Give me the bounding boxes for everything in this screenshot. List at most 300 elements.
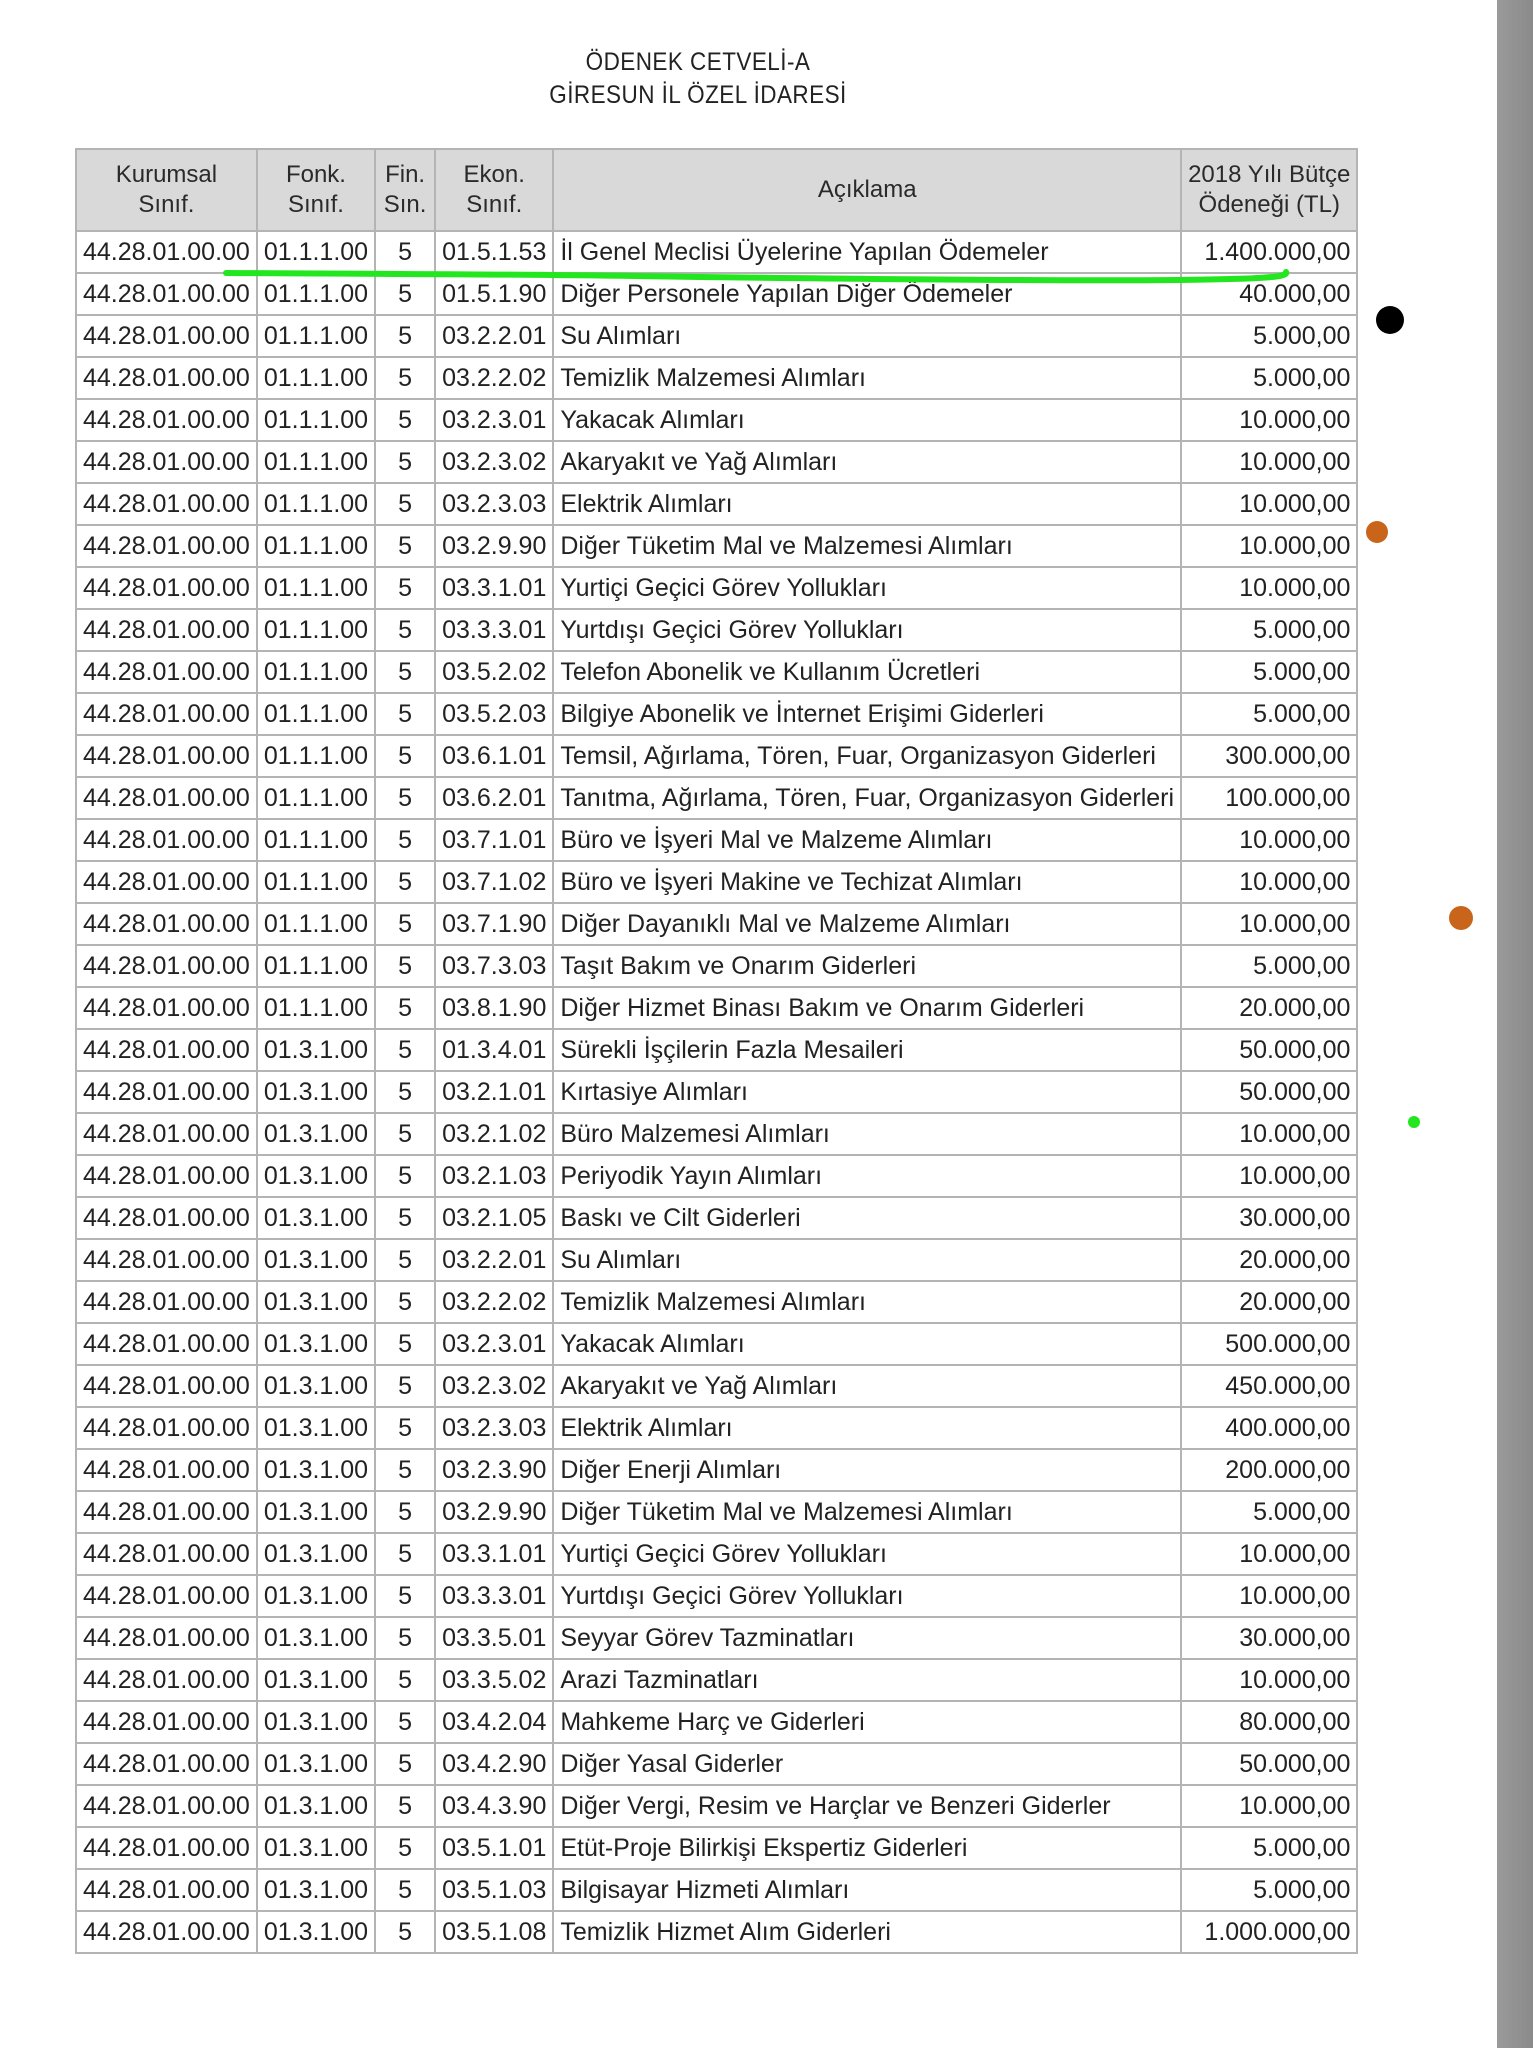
kurumsal-cell: 44.28.01.00.00: [76, 231, 257, 273]
amount-cell: 10.000,00: [1181, 525, 1357, 567]
amount-cell: 10.000,00: [1181, 1113, 1357, 1155]
table-row: [76, 777, 1357, 819]
aciklama-cell: Diğer Personele Yapılan Diğer Ödemeler: [553, 273, 1181, 315]
ekon-cell: 03.8.1.90: [435, 987, 553, 1029]
amount-cell: 20.000,00: [1181, 987, 1357, 1029]
aciklama-cell: Yakacak Alımları: [553, 1323, 1181, 1365]
kurumsal-cell: 44.28.01.00.00: [76, 1911, 257, 1953]
kurumsal-cell: 44.28.01.00.00: [76, 651, 257, 693]
kurumsal-cell: 44.28.01.00.00: [76, 1785, 257, 1827]
amount-cell: 5.000,00: [1181, 315, 1357, 357]
kurumsal-cell: 44.28.01.00.00: [76, 1869, 257, 1911]
kurumsal-cell: 44.28.01.00.00: [76, 1281, 257, 1323]
fin-cell: 5: [375, 987, 435, 1029]
fin-cell: 5: [375, 1029, 435, 1071]
aciklama-cell: Bilgiye Abonelik ve İnternet Erişimi Giderleri: [553, 693, 1181, 735]
ekon-cell: 03.2.2.02: [435, 357, 553, 399]
ekon-cell: 03.3.1.01: [435, 1533, 553, 1575]
fin-cell: 5: [375, 1617, 435, 1659]
aciklama-cell: İl Genel Meclisi Üyelerine Yapılan Ödemeler: [553, 231, 1181, 273]
fin-cell: 5: [375, 1071, 435, 1113]
kurumsal-cell: 44.28.01.00.00: [76, 1533, 257, 1575]
aciklama-cell: Su Alımları: [553, 315, 1181, 357]
fonk-cell: 01.1.1.00: [257, 861, 375, 903]
amount-cell: 10.000,00: [1181, 399, 1357, 441]
orange-dot-mark-2: [1449, 906, 1473, 930]
fonk-cell: 01.1.1.00: [257, 777, 375, 819]
ekon-cell: 01.5.1.90: [435, 273, 553, 315]
green-dot-mark: [1408, 1116, 1420, 1128]
table-row: [76, 441, 1357, 483]
ekon-cell: 03.3.5.01: [435, 1617, 553, 1659]
fin-cell: 5: [375, 1449, 435, 1491]
kurumsal-cell: 44.28.01.00.00: [76, 399, 257, 441]
fonk-cell: 01.3.1.00: [257, 1827, 375, 1869]
table-row: [76, 1281, 1357, 1323]
aciklama-cell: Yurtiçi Geçici Görev Yollukları: [553, 567, 1181, 609]
table-row: [76, 693, 1357, 735]
amount-cell: 5.000,00: [1181, 1869, 1357, 1911]
fonk-cell: 01.3.1.00: [257, 1407, 375, 1449]
amount-cell: 40.000,00: [1181, 273, 1357, 315]
amount-cell: 300.000,00: [1181, 735, 1357, 777]
ekon-cell: 03.2.9.90: [435, 525, 553, 567]
aciklama-cell: Büro ve İşyeri Mal ve Malzeme Alımları: [553, 819, 1181, 861]
fin-cell: 5: [375, 1155, 435, 1197]
aciklama-cell: Tanıtma, Ağırlama, Tören, Fuar, Organizasyon Giderleri: [553, 777, 1181, 819]
fonk-cell: 01.3.1.00: [257, 1155, 375, 1197]
table-row: [76, 231, 1357, 273]
fonk-cell: 01.3.1.00: [257, 1449, 375, 1491]
fin-cell: 5: [375, 1239, 435, 1281]
aciklama-cell: Mahkeme Harç ve Giderleri: [553, 1701, 1181, 1743]
fin-cell: 5: [375, 1575, 435, 1617]
fin-cell: 5: [375, 1659, 435, 1701]
kurumsal-cell: 44.28.01.00.00: [76, 1323, 257, 1365]
table-row: [76, 1785, 1357, 1827]
aciklama-cell: Temizlik Malzemesi Alımları: [553, 1281, 1181, 1323]
kurumsal-cell: 44.28.01.00.00: [76, 861, 257, 903]
fin-cell: 5: [375, 1827, 435, 1869]
table-row: [76, 1743, 1357, 1785]
table-row: [76, 1197, 1357, 1239]
aciklama-cell: Diğer Tüketim Mal ve Malzemesi Alımları: [553, 525, 1181, 567]
ekon-cell: 03.2.3.02: [435, 441, 553, 483]
aciklama-cell: Arazi Tazminatları: [553, 1659, 1181, 1701]
table-row: [76, 987, 1357, 1029]
fin-cell: 5: [375, 399, 435, 441]
table-row: [76, 1659, 1357, 1701]
ekon-cell: 03.2.3.01: [435, 1323, 553, 1365]
table-row: [76, 315, 1357, 357]
fonk-cell: 01.1.1.00: [257, 399, 375, 441]
fin-cell: 5: [375, 861, 435, 903]
amount-cell: 10.000,00: [1181, 903, 1357, 945]
fonk-cell: 01.3.1.00: [257, 1029, 375, 1071]
kurumsal-cell: 44.28.01.00.00: [76, 315, 257, 357]
fonk-cell: 01.1.1.00: [257, 735, 375, 777]
table-row: [76, 357, 1357, 399]
amount-cell: 10.000,00: [1181, 483, 1357, 525]
kurumsal-cell: 44.28.01.00.00: [76, 1701, 257, 1743]
aciklama-cell: Akaryakıt ve Yağ Alımları: [553, 441, 1181, 483]
ekon-cell: 03.4.3.90: [435, 1785, 553, 1827]
kurumsal-cell: 44.28.01.00.00: [76, 903, 257, 945]
fin-cell: 5: [375, 1323, 435, 1365]
fin-cell: 5: [375, 1533, 435, 1575]
fonk-cell: 01.3.1.00: [257, 1491, 375, 1533]
ekon-cell: 03.2.2.01: [435, 315, 553, 357]
fin-cell: 5: [375, 1869, 435, 1911]
ekon-cell: 03.5.1.08: [435, 1911, 553, 1953]
document-title: [70, 46, 1326, 112]
fin-cell: 5: [375, 1491, 435, 1533]
fin-cell: 5: [375, 315, 435, 357]
table-row: [76, 399, 1357, 441]
kurumsal-cell: 44.28.01.00.00: [76, 1743, 257, 1785]
table-row: [76, 483, 1357, 525]
fonk-cell: 01.1.1.00: [257, 693, 375, 735]
fin-cell: 5: [375, 441, 435, 483]
fin-cell: 5: [375, 525, 435, 567]
aciklama-cell: Diğer Vergi, Resim ve Harçlar ve Benzeri Giderler: [553, 1785, 1181, 1827]
kurumsal-cell: 44.28.01.00.00: [76, 1575, 257, 1617]
aciklama-cell: Yurtiçi Geçici Görev Yollukları: [553, 1533, 1181, 1575]
aciklama-cell: Diğer Tüketim Mal ve Malzemesi Alımları: [553, 1491, 1181, 1533]
table-row: [76, 1239, 1357, 1281]
kurumsal-cell: 44.28.01.00.00: [76, 483, 257, 525]
ekon-cell: 03.2.2.01: [435, 1239, 553, 1281]
table-header-row: [76, 149, 1357, 231]
kurumsal-cell: 44.28.01.00.00: [76, 1239, 257, 1281]
fonk-cell: 01.1.1.00: [257, 357, 375, 399]
aciklama-cell: Elektrik Alımları: [553, 483, 1181, 525]
table-row: [76, 1827, 1357, 1869]
amount-cell: 200.000,00: [1181, 1449, 1357, 1491]
kurumsal-cell: 44.28.01.00.00: [76, 1029, 257, 1071]
kurumsal-cell: 44.28.01.00.00: [76, 987, 257, 1029]
title-line-2: GİRESUN İL ÖZEL İDARESİ: [549, 81, 847, 109]
fonk-cell: 01.3.1.00: [257, 1071, 375, 1113]
ekon-cell: 03.6.1.01: [435, 735, 553, 777]
ekon-cell: 03.5.2.03: [435, 693, 553, 735]
aciklama-cell: Telefon Abonelik ve Kullanım Ücretleri: [553, 651, 1181, 693]
table-row: [76, 1869, 1357, 1911]
fonk-cell: 01.3.1.00: [257, 1281, 375, 1323]
table-row: [76, 1071, 1357, 1113]
amount-cell: 5.000,00: [1181, 609, 1357, 651]
amount-cell: 5.000,00: [1181, 1827, 1357, 1869]
fin-cell: 5: [375, 231, 435, 273]
kurumsal-cell: 44.28.01.00.00: [76, 1071, 257, 1113]
amount-cell: 30.000,00: [1181, 1617, 1357, 1659]
ekon-cell: 03.6.2.01: [435, 777, 553, 819]
aciklama-cell: Diğer Enerji Alımları: [553, 1449, 1181, 1491]
amount-cell: 10.000,00: [1181, 1575, 1357, 1617]
table-row: [76, 1407, 1357, 1449]
fonk-cell: 01.1.1.00: [257, 987, 375, 1029]
header-ekon: Ekon. Sınıf.: [435, 149, 553, 231]
ekon-cell: 03.2.3.02: [435, 1365, 553, 1407]
ekon-cell: 01.5.1.53: [435, 231, 553, 273]
ekon-cell: 03.3.3.01: [435, 1575, 553, 1617]
fonk-cell: 01.1.1.00: [257, 483, 375, 525]
ekon-cell: 03.2.3.01: [435, 399, 553, 441]
fonk-cell: 01.3.1.00: [257, 1323, 375, 1365]
header-fin: Fin. Sın.: [375, 149, 435, 231]
ekon-cell: 03.2.1.01: [435, 1071, 553, 1113]
kurumsal-cell: 44.28.01.00.00: [76, 1659, 257, 1701]
kurumsal-cell: 44.28.01.00.00: [76, 1491, 257, 1533]
amount-cell: 10.000,00: [1181, 567, 1357, 609]
fonk-cell: 01.1.1.00: [257, 273, 375, 315]
kurumsal-cell: 44.28.01.00.00: [76, 1407, 257, 1449]
fin-cell: 5: [375, 1743, 435, 1785]
amount-cell: 50.000,00: [1181, 1029, 1357, 1071]
fin-cell: 5: [375, 1197, 435, 1239]
aciklama-cell: Elektrik Alımları: [553, 1407, 1181, 1449]
fonk-cell: 01.3.1.00: [257, 1533, 375, 1575]
aciklama-cell: Sürekli İşçilerin Fazla Mesaileri: [553, 1029, 1181, 1071]
aciklama-cell: Bilgisayar Hizmeti Alımları: [553, 1869, 1181, 1911]
aciklama-cell: Diğer Hizmet Binası Bakım ve Onarım Giderleri: [553, 987, 1181, 1029]
table-row: [76, 273, 1357, 315]
amount-cell: 5.000,00: [1181, 693, 1357, 735]
ekon-cell: 03.3.1.01: [435, 567, 553, 609]
fin-cell: 5: [375, 1407, 435, 1449]
fonk-cell: 01.3.1.00: [257, 1575, 375, 1617]
ekon-cell: 03.2.3.03: [435, 483, 553, 525]
kurumsal-cell: 44.28.01.00.00: [76, 693, 257, 735]
table-row: [76, 819, 1357, 861]
header-fonk: Fonk. Sınıf.: [257, 149, 375, 231]
ekon-cell: 03.5.2.02: [435, 651, 553, 693]
fonk-cell: 01.3.1.00: [257, 1869, 375, 1911]
fin-cell: 5: [375, 357, 435, 399]
kurumsal-cell: 44.28.01.00.00: [76, 441, 257, 483]
table-row: [76, 1911, 1357, 1953]
kurumsal-cell: 44.28.01.00.00: [76, 1449, 257, 1491]
ekon-cell: 03.5.1.01: [435, 1827, 553, 1869]
aciklama-cell: Baskı ve Cilt Giderleri: [553, 1197, 1181, 1239]
fonk-cell: 01.3.1.00: [257, 1785, 375, 1827]
table-row: [76, 1701, 1357, 1743]
ekon-cell: 03.3.3.01: [435, 609, 553, 651]
fin-cell: 5: [375, 1113, 435, 1155]
amount-cell: 450.000,00: [1181, 1365, 1357, 1407]
kurumsal-cell: 44.28.01.00.00: [76, 1197, 257, 1239]
ekon-cell: 03.2.3.03: [435, 1407, 553, 1449]
table-row: [76, 861, 1357, 903]
orange-dot-mark: [1366, 521, 1388, 543]
ekon-cell: 03.3.5.02: [435, 1659, 553, 1701]
aciklama-cell: Taşıt Bakım ve Onarım Giderleri: [553, 945, 1181, 987]
ekon-cell: 03.7.1.90: [435, 903, 553, 945]
ekon-cell: 03.2.2.02: [435, 1281, 553, 1323]
ekon-cell: 03.2.1.03: [435, 1155, 553, 1197]
fin-cell: 5: [375, 1701, 435, 1743]
kurumsal-cell: 44.28.01.00.00: [76, 819, 257, 861]
amount-cell: 5.000,00: [1181, 651, 1357, 693]
fonk-cell: 01.3.1.00: [257, 1617, 375, 1659]
fonk-cell: 01.1.1.00: [257, 609, 375, 651]
fonk-cell: 01.1.1.00: [257, 651, 375, 693]
amount-cell: 5.000,00: [1181, 945, 1357, 987]
fin-cell: 5: [375, 1281, 435, 1323]
kurumsal-cell: 44.28.01.00.00: [76, 735, 257, 777]
kurumsal-cell: 44.28.01.00.00: [76, 357, 257, 399]
fonk-cell: 01.3.1.00: [257, 1911, 375, 1953]
fin-cell: 5: [375, 651, 435, 693]
ekon-cell: 03.4.2.90: [435, 1743, 553, 1785]
kurumsal-cell: 44.28.01.00.00: [76, 1155, 257, 1197]
ekon-cell: 03.7.3.03: [435, 945, 553, 987]
kurumsal-cell: 44.28.01.00.00: [76, 945, 257, 987]
fin-cell: 5: [375, 693, 435, 735]
header-kurumsal: Kurumsal Sınıf.: [76, 149, 257, 231]
ekon-cell: 03.2.1.05: [435, 1197, 553, 1239]
header-aciklama: Açıklama: [553, 149, 1181, 231]
fonk-cell: 01.3.1.00: [257, 1239, 375, 1281]
kurumsal-cell: 44.28.01.00.00: [76, 1365, 257, 1407]
amount-cell: 100.000,00: [1181, 777, 1357, 819]
table-row: [76, 1113, 1357, 1155]
fonk-cell: 01.1.1.00: [257, 315, 375, 357]
aciklama-cell: Büro ve İşyeri Makine ve Techizat Alımları: [553, 861, 1181, 903]
amount-cell: 500.000,00: [1181, 1323, 1357, 1365]
ekon-cell: 03.2.1.02: [435, 1113, 553, 1155]
amount-cell: 10.000,00: [1181, 1155, 1357, 1197]
aciklama-cell: Su Alımları: [553, 1239, 1181, 1281]
amount-cell: 30.000,00: [1181, 1197, 1357, 1239]
fin-cell: 5: [375, 483, 435, 525]
budget-table: [75, 148, 1358, 1954]
page-edge-shadow: [1497, 0, 1533, 2048]
fonk-cell: 01.3.1.00: [257, 1365, 375, 1407]
table-row: [76, 945, 1357, 987]
ekon-cell: 01.3.4.01: [435, 1029, 553, 1071]
kurumsal-cell: 44.28.01.00.00: [76, 567, 257, 609]
fin-cell: 5: [375, 777, 435, 819]
ekon-cell: 03.7.1.02: [435, 861, 553, 903]
header-amount: 2018 Yılı Bütçe Ödeneği (TL): [1181, 149, 1357, 231]
amount-cell: 5.000,00: [1181, 1491, 1357, 1533]
fonk-cell: 01.3.1.00: [257, 1659, 375, 1701]
fonk-cell: 01.3.1.00: [257, 1197, 375, 1239]
fin-cell: 5: [375, 1911, 435, 1953]
kurumsal-cell: 44.28.01.00.00: [76, 777, 257, 819]
table-row: [76, 1575, 1357, 1617]
aciklama-cell: Etüt-Proje Bilirkişi Ekspertiz Giderleri: [553, 1827, 1181, 1869]
aciklama-cell: Diğer Dayanıklı Mal ve Malzeme Alımları: [553, 903, 1181, 945]
aciklama-cell: Temsil, Ağırlama, Tören, Fuar, Organizasyon Giderleri: [553, 735, 1181, 777]
amount-cell: 400.000,00: [1181, 1407, 1357, 1449]
amount-cell: 10.000,00: [1181, 819, 1357, 861]
aciklama-cell: Temizlik Malzemesi Alımları: [553, 357, 1181, 399]
ekon-cell: 03.7.1.01: [435, 819, 553, 861]
ekon-cell: 03.4.2.04: [435, 1701, 553, 1743]
aciklama-cell: Yurtdışı Geçici Görev Yollukları: [553, 1575, 1181, 1617]
fonk-cell: 01.1.1.00: [257, 231, 375, 273]
fin-cell: 5: [375, 609, 435, 651]
amount-cell: 80.000,00: [1181, 1701, 1357, 1743]
amount-cell: 10.000,00: [1181, 1659, 1357, 1701]
kurumsal-cell: 44.28.01.00.00: [76, 525, 257, 567]
fonk-cell: 01.1.1.00: [257, 945, 375, 987]
aciklama-cell: Periyodik Yayın Alımları: [553, 1155, 1181, 1197]
table-row: [76, 1323, 1357, 1365]
fin-cell: 5: [375, 273, 435, 315]
table-row: [76, 1449, 1357, 1491]
amount-cell: 10.000,00: [1181, 441, 1357, 483]
table-row: [76, 567, 1357, 609]
fonk-cell: 01.1.1.00: [257, 567, 375, 609]
fin-cell: 5: [375, 819, 435, 861]
ekon-cell: 03.5.1.03: [435, 1869, 553, 1911]
aciklama-cell: Temizlik Hizmet Alım Giderleri: [553, 1911, 1181, 1953]
table-row: [76, 651, 1357, 693]
aciklama-cell: Büro Malzemesi Alımları: [553, 1113, 1181, 1155]
fonk-cell: 01.3.1.00: [257, 1701, 375, 1743]
fonk-cell: 01.3.1.00: [257, 1743, 375, 1785]
fin-cell: 5: [375, 945, 435, 987]
amount-cell: 50.000,00: [1181, 1071, 1357, 1113]
table-row: [76, 609, 1357, 651]
ekon-cell: 03.2.3.90: [435, 1449, 553, 1491]
amount-cell: 20.000,00: [1181, 1239, 1357, 1281]
table-row: [76, 735, 1357, 777]
fonk-cell: 01.1.1.00: [257, 819, 375, 861]
table-row: [76, 525, 1357, 567]
title-line-1: ÖDENEK CETVELİ-A: [585, 48, 811, 76]
kurumsal-cell: 44.28.01.00.00: [76, 1617, 257, 1659]
amount-cell: 10.000,00: [1181, 1785, 1357, 1827]
amount-cell: 50.000,00: [1181, 1743, 1357, 1785]
aciklama-cell: Kırtasiye Alımları: [553, 1071, 1181, 1113]
table-row: [76, 1617, 1357, 1659]
fonk-cell: 01.3.1.00: [257, 1113, 375, 1155]
aciklama-cell: Seyyar Görev Tazminatları: [553, 1617, 1181, 1659]
aciklama-cell: Yurtdışı Geçici Görev Yollukları: [553, 609, 1181, 651]
fonk-cell: 01.1.1.00: [257, 525, 375, 567]
fonk-cell: 01.1.1.00: [257, 903, 375, 945]
aciklama-cell: Diğer Yasal Giderler: [553, 1743, 1181, 1785]
aciklama-cell: Akaryakıt ve Yağ Alımları: [553, 1365, 1181, 1407]
fin-cell: 5: [375, 1365, 435, 1407]
kurumsal-cell: 44.28.01.00.00: [76, 1113, 257, 1155]
amount-cell: 1.400.000,00: [1181, 231, 1357, 273]
fonk-cell: 01.1.1.00: [257, 441, 375, 483]
amount-cell: 10.000,00: [1181, 861, 1357, 903]
kurumsal-cell: 44.28.01.00.00: [76, 1827, 257, 1869]
table-row: [76, 1029, 1357, 1071]
table-row: [76, 1491, 1357, 1533]
fin-cell: 5: [375, 903, 435, 945]
amount-cell: 10.000,00: [1181, 1533, 1357, 1575]
amount-cell: 1.000.000,00: [1181, 1911, 1357, 1953]
amount-cell: 20.000,00: [1181, 1281, 1357, 1323]
fin-cell: 5: [375, 567, 435, 609]
amount-cell: 5.000,00: [1181, 357, 1357, 399]
ekon-cell: 03.2.9.90: [435, 1491, 553, 1533]
kurumsal-cell: 44.28.01.00.00: [76, 273, 257, 315]
black-dot-mark: [1376, 306, 1404, 334]
fin-cell: 5: [375, 1785, 435, 1827]
kurumsal-cell: 44.28.01.00.00: [76, 609, 257, 651]
table-row: [76, 1365, 1357, 1407]
table-row: [76, 1533, 1357, 1575]
table-row: [76, 903, 1357, 945]
